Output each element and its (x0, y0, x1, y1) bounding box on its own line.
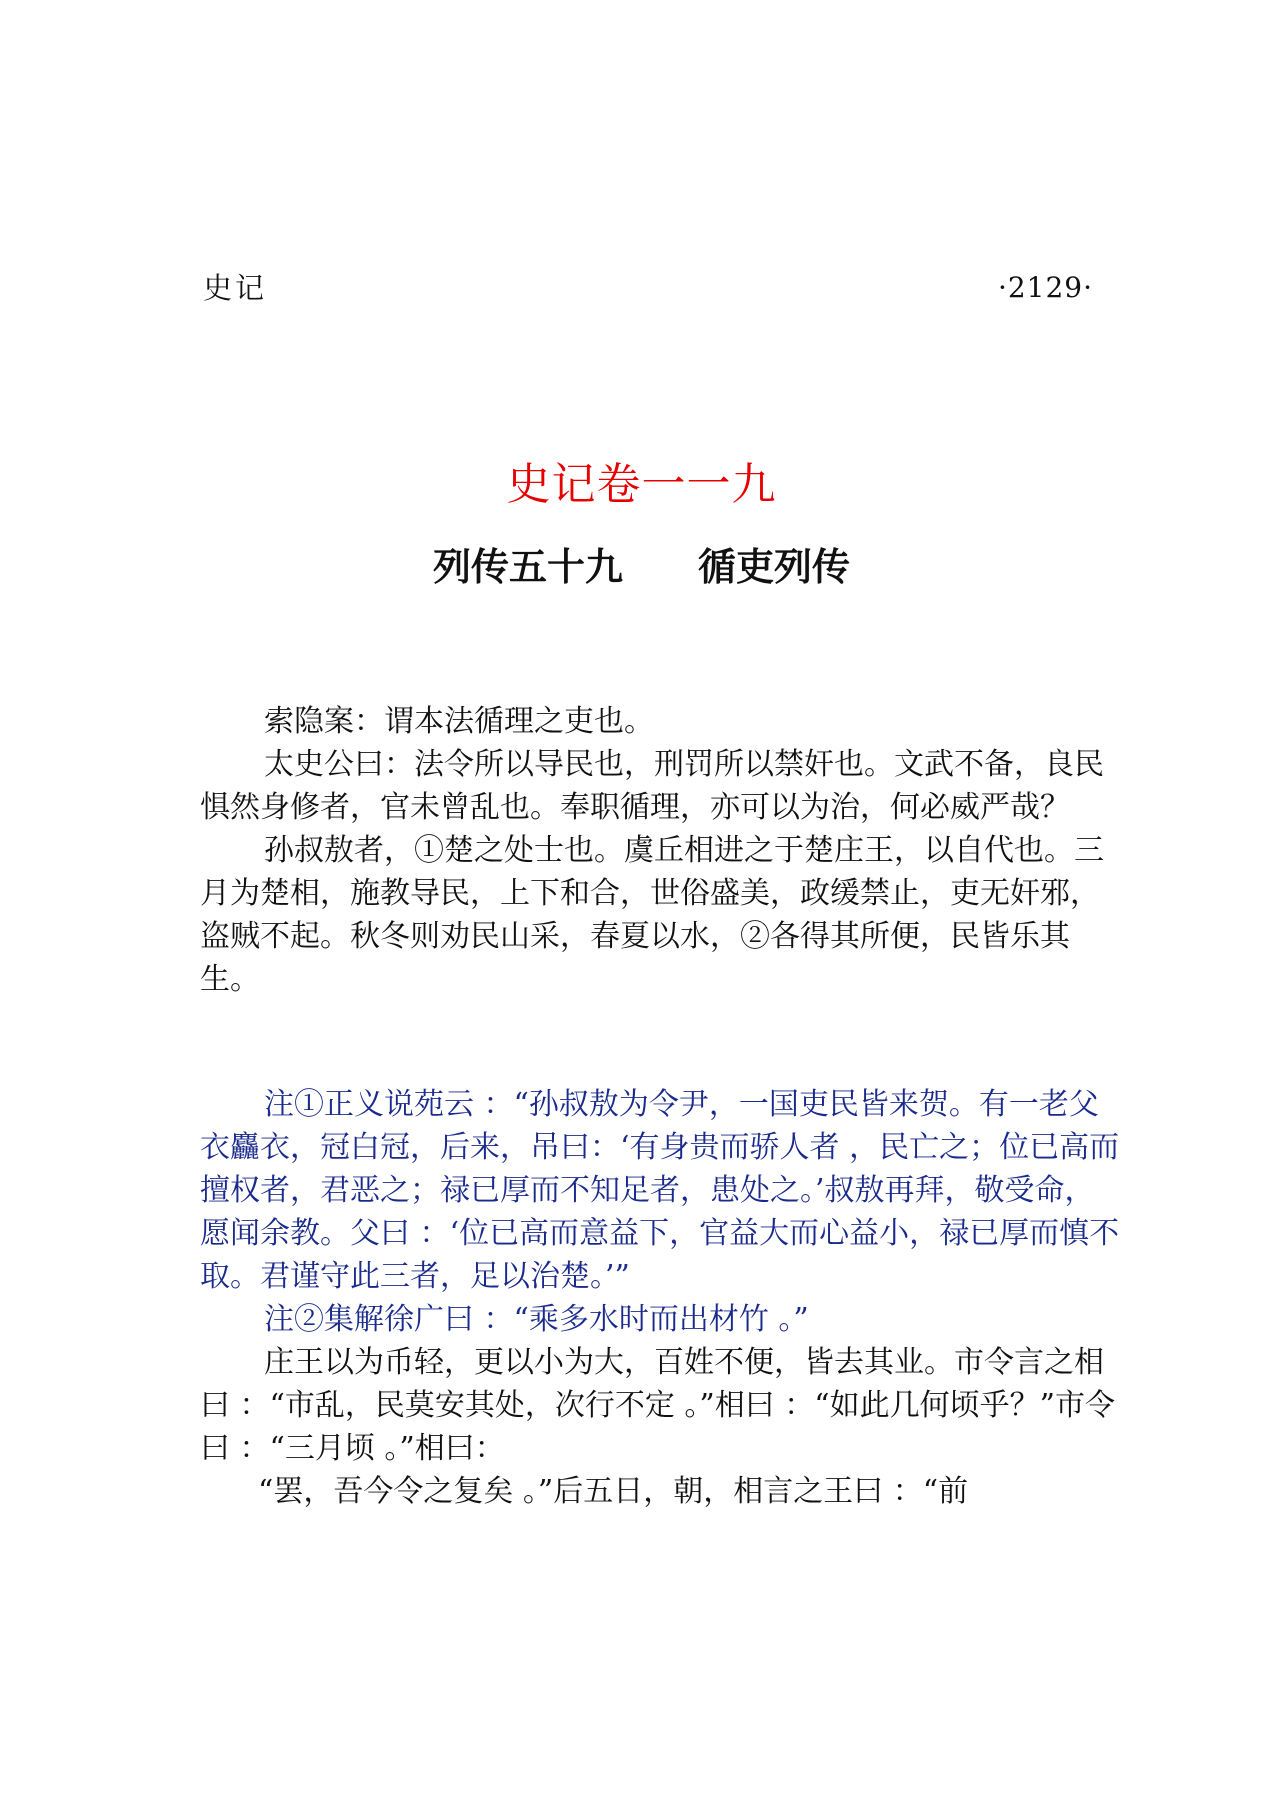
note-1: 注①正义说苑云 ：“孙叔敖为令尹，一国吏民皆来贺。有一老父衣麤衣，冠白冠，后来，吊曰：‘有身贵而骄人者 ，民亡之；位已高而擅权者，君恶之；禄已厚而不知足者，患处之。’叔敖再拜，敬受命，愿闻余教。父曰 ：‘位已高而意益下，官益大而心益小，禄已厚而慎不取。君谨守此三者，足以治楚。’” (200, 1087, 1120, 1294)
chapter-title-part1: 列传五十九 (432, 545, 623, 589)
annotation-text (200, 1083, 1120, 1298)
chapter-title (0, 540, 1283, 594)
main-text (200, 700, 1120, 1001)
volume-title: 史记卷一一九 (506, 459, 777, 510)
chapter-title-part2: 循吏列传 (698, 545, 851, 589)
paragraph-ba: “罢，吾今令之复矣 。”后五日，朝，相言之王曰 ：“前 (258, 1474, 969, 1509)
continued-text (200, 1298, 1120, 1513)
paragraph-suoyin: 索隐案：谓本法循理之吏也。 (264, 704, 654, 739)
note-2: 注②集解徐广曰 ：“乘多水时而出材竹 。” (264, 1302, 809, 1337)
paragraph-sunshuao: 孙叔敖者，①楚之处士也。虞丘相进之于楚庄王，以自代也。三月为楚相，施教导民，上下和合，世俗盛美，政缓禁止，吏无奸邪，盗贼不起。秋冬则劝民山采，春夏以水，②各得其所便，民皆乐其生。 (200, 833, 1104, 997)
paragraph-taishigong: 太史公曰：法令所以导民也，刑罚所以禁奸也。文武不备，良民惧然身修者，官未曾乱也。奉职循理，亦可以为治，何必威严哉？ (200, 747, 1104, 825)
page-number: ·2129· (997, 271, 1093, 304)
paragraph-zhuangwang: 庄王以为币轻，更以小为大，百姓不便，皆去其业。市令言之相曰 ：“市乱，民莫安其处，次行不定 。”相曰 ：“如此几何顷乎？”市令曰 ：“三月顷 。”相曰： (200, 1345, 1115, 1466)
running-header-book-name: 史记 (203, 271, 268, 305)
